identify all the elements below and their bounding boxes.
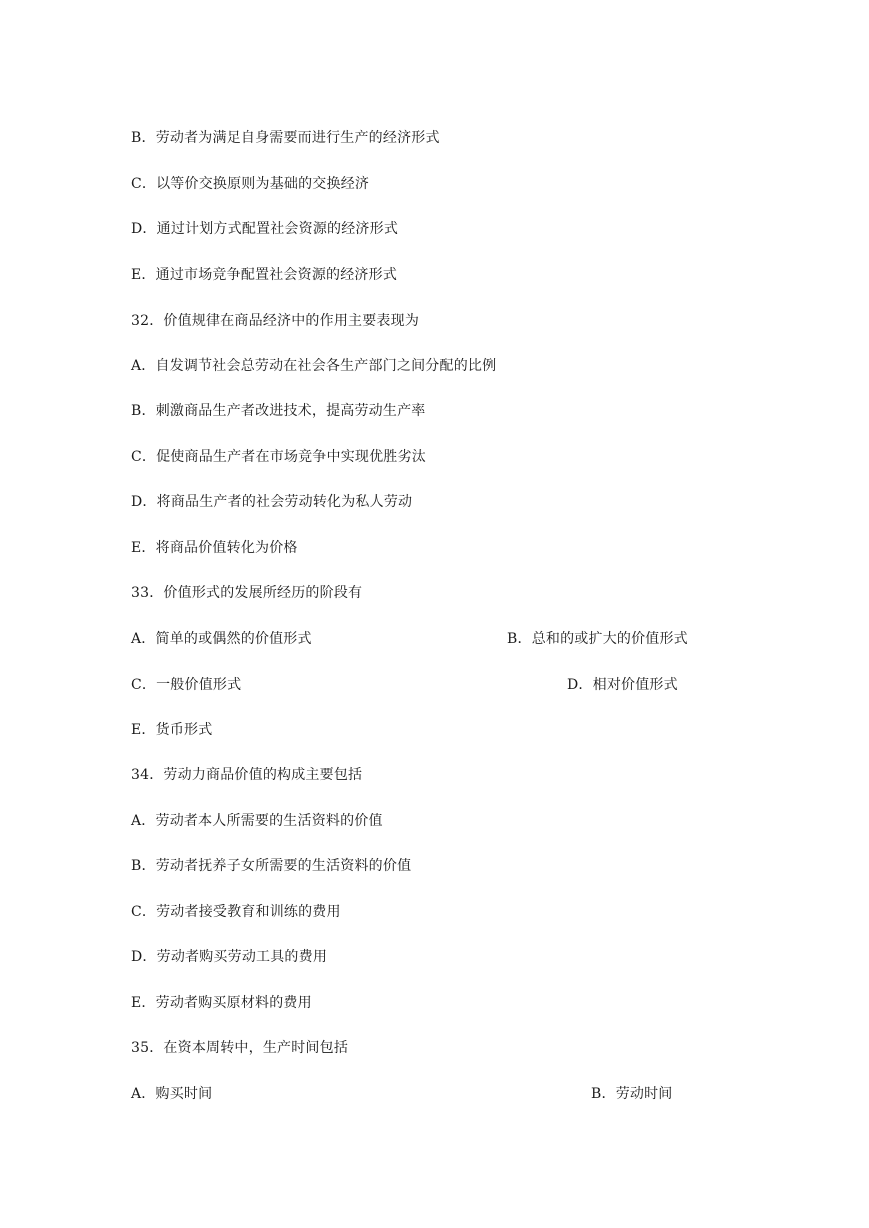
- option-line: A．购买时间: [131, 1086, 213, 1102]
- option-line: D．劳动者购买劳动工具的费用: [131, 949, 328, 965]
- option-line: E．将商品价值转化为价格: [131, 540, 298, 556]
- option-line: E．货币形式: [131, 722, 213, 738]
- option-line: B．总和的或扩大的价值形式: [507, 631, 688, 647]
- option-line: B．刺激商品生产者改进技术，提高劳动生产率: [131, 403, 426, 419]
- option-line: C．劳动者接受教育和训练的费用: [131, 904, 341, 920]
- option-line: B．劳动者抚养子女所需要的生活资料的价值: [131, 858, 412, 874]
- option-line: E．劳动者购买原材料的费用: [131, 995, 312, 1011]
- option-line: E．通过市场竞争配置社会资源的经济形式: [131, 267, 398, 283]
- question-34: 34．劳动力商品价值的构成主要包括: [131, 767, 363, 783]
- option-line: C．促使商品生产者在市场竞争中实现优胜劣汰: [131, 449, 426, 465]
- question-35: 35．在资本周转中，生产时间包括: [131, 1040, 349, 1056]
- option-line: B．劳动者为满足自身需要而进行生产的经济形式: [131, 130, 440, 146]
- option-line: C．一般价值形式: [131, 677, 242, 693]
- option-line: C．以等价交换原则为基础的交换经济: [131, 176, 370, 192]
- option-line: D．将商品生产者的社会劳动转化为私人劳动: [131, 494, 413, 510]
- question-33: 33．价值形式的发展所经历的阶段有: [131, 585, 363, 601]
- option-line: A．自发调节社会总劳动在社会各生产部门之间分配的比例: [131, 358, 497, 374]
- option-line: D．相对价值形式: [567, 677, 678, 693]
- option-line: A．简单的或偶然的价值形式: [131, 631, 312, 647]
- question-32: 32．价值规律在商品经济中的作用主要表现为: [131, 313, 420, 329]
- option-line: B．劳动时间: [591, 1086, 673, 1102]
- option-line: A．劳动者本人所需要的生活资料的价值: [131, 813, 383, 829]
- option-line: D．通过计划方式配置社会资源的经济形式: [131, 221, 399, 237]
